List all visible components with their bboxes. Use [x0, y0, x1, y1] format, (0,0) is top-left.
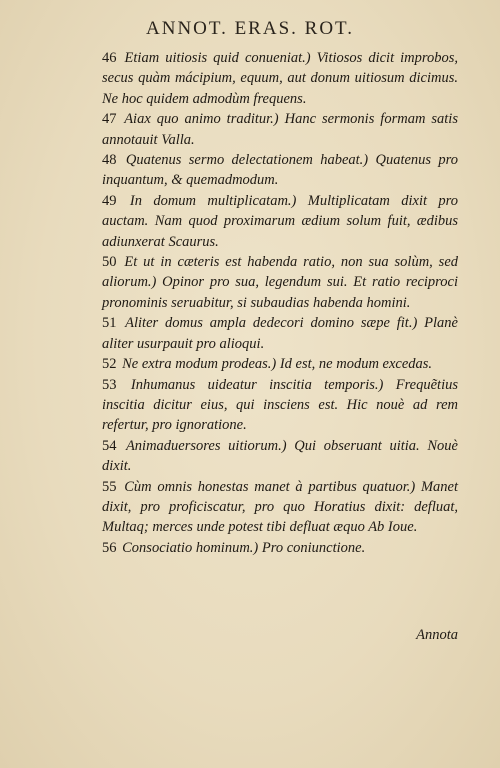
annotations-text — [102, 48, 458, 558]
annotation-number: 50 — [102, 254, 117, 271]
catchword: Annota — [416, 627, 458, 643]
annotation-53 — [102, 375, 458, 436]
annotation-46 — [102, 48, 458, 109]
annotation-text: Quatenus sermo delectationem habeat.) Quatenus pro inquantum, & quemadmodum. — [102, 152, 459, 189]
annotation-50 — [102, 252, 458, 313]
annotation-text: Inhumanus uideatur inscitia temporis.) Frequẽtius inscitia dicitur eius, qui insciens est. Hic nouè ad rem refertur, pro ignoratione. — [102, 376, 459, 434]
annotation-47 — [102, 109, 458, 150]
annotation-text: Cùm omnis honestas manet à partibus quatuor.) Manet dixit, pro proficiscatur, pro quo Horatius dixit: defluat, Multaq; merces unde potest tibi defluat æquo Ab Ioue. — [102, 478, 458, 536]
annotation-number: 49 — [102, 192, 117, 209]
annotation-48 — [102, 150, 458, 191]
annotation-number: 47 — [102, 111, 117, 128]
annotation-text: Etiam uitiosis quid conueniat.) Vitiosos dicit improbos, secus quàm mácipium, equum, aut donum uitiosum dicimus. Ne hoc quidem admodùm frequens. — [102, 50, 459, 107]
annotation-49 — [102, 191, 458, 252]
annotation-text: Aliter domus ampla dedecori domino sæpe fit.) Planè aliter usurpauit pro alioqui. — [102, 315, 458, 352]
annotation-54 — [102, 436, 458, 477]
annotation-51 — [102, 313, 458, 354]
annotation-number: 48 — [102, 152, 117, 169]
annotation-number: 51 — [102, 315, 117, 332]
annotation-number: 53 — [102, 376, 117, 393]
running-head: ANNOT. ERAS. ROT. — [146, 18, 354, 39]
annotation-text: Consociatio hominum.) Pro coniunctione. — [122, 539, 366, 556]
annotation-number: 54 — [102, 437, 117, 454]
annotation-56 — [102, 538, 458, 558]
annotation-52 — [102, 354, 458, 374]
annotation-number: 56 — [102, 539, 117, 556]
annotation-text: Et ut in cæteris est habenda ratio, non sua solùm, sed aliorum.) Opinor pro sua, legendum sui. Et ratio reciproci pronominis seruabitur, si subaudias habenda homini. — [102, 254, 459, 311]
annotation-text: Animaduersores uitiorum.) Qui obseruant uitia. Nouè dixit. — [102, 437, 458, 475]
annotation-55 — [102, 477, 458, 538]
annotation-number: 52 — [102, 356, 117, 373]
annotation-number: 55 — [102, 478, 117, 495]
annotation-text: Aiax quo animo traditur.) Hanc sermonis formam satis annotauit Valla. — [102, 111, 458, 148]
annotation-number: 46 — [102, 50, 117, 66]
annotation-text: Ne extra modum prodeas.) Id est, ne modum excedas. — [122, 356, 433, 373]
annotation-text: In domum multiplicatam.) Multiplicatam dixit pro auctam. Nam quod proximarum ædium solum fuit, ædibus adiunxerat Scaurus. — [102, 192, 459, 250]
